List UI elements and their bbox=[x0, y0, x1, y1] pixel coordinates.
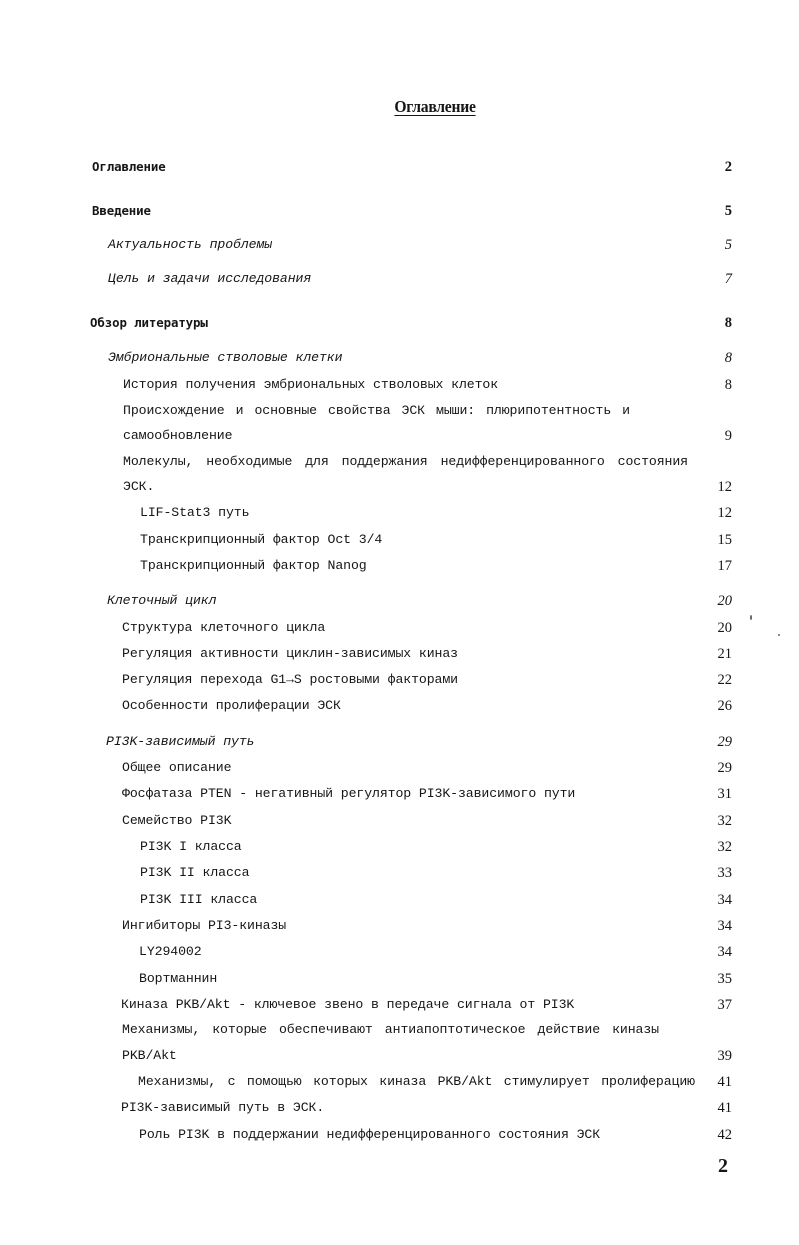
toc-entry-page: 35 bbox=[717, 971, 732, 987]
toc-entry bbox=[107, 593, 216, 609]
toc-entry bbox=[108, 350, 342, 366]
toc-entry-title: LY294002 bbox=[139, 944, 202, 959]
toc-entry-page: 41 bbox=[717, 1074, 732, 1090]
toc-entry-title: самообновление bbox=[123, 428, 233, 443]
toc-entry-title: PI3K II класса bbox=[140, 865, 250, 880]
toc-entry-page: 20 bbox=[717, 593, 732, 609]
toc-entry-title: Механизмы, которые обеспечивают антиапоптотическое действие киназы bbox=[122, 1022, 659, 1037]
toc-entry-title: Вортманнин bbox=[139, 971, 218, 986]
toc-entry-title: Общее описание bbox=[122, 760, 232, 775]
toc-entry-page: 5 bbox=[724, 237, 732, 253]
toc-entry bbox=[123, 428, 232, 444]
toc-entry bbox=[140, 558, 367, 574]
toc-entry-title: Клеточный цикл bbox=[107, 593, 217, 608]
toc-entry-title: Актуальность проблемы bbox=[108, 237, 273, 252]
toc-entry-title: Ингибиторы PI3-киназы bbox=[122, 918, 287, 933]
toc-entry bbox=[122, 786, 575, 802]
toc-entry bbox=[122, 760, 231, 776]
toc-entry-title: PI3K-зависимый путь bbox=[106, 734, 255, 749]
scan-speck bbox=[750, 615, 752, 620]
toc-entry bbox=[122, 813, 231, 829]
toc-entry-page: 39 bbox=[717, 1048, 732, 1064]
toc-entry-page: 2 bbox=[724, 159, 732, 175]
toc-entry-title: PI3K III класса bbox=[140, 892, 258, 907]
toc-entry-page: 20 bbox=[717, 620, 732, 636]
toc-entry-page: 29 bbox=[717, 760, 732, 776]
toc-entry bbox=[123, 377, 498, 393]
toc-entry-title: Особенности пролиферации ЭСК bbox=[122, 698, 341, 713]
toc-entry bbox=[140, 892, 257, 908]
toc-entry bbox=[92, 159, 166, 176]
toc-entry-page: 9 bbox=[724, 428, 732, 444]
toc-entry-title: Оглавление bbox=[92, 159, 166, 174]
toc-entry bbox=[90, 315, 208, 332]
toc-entry bbox=[123, 479, 154, 495]
toc-entry-page: 31 bbox=[717, 786, 732, 802]
toc-entry bbox=[122, 646, 458, 662]
toc-entry-title: Семейство PI3K bbox=[122, 813, 232, 828]
toc-entry-page: 34 bbox=[717, 892, 732, 908]
toc-entry bbox=[122, 620, 325, 636]
toc-entry bbox=[106, 734, 254, 750]
toc-entry bbox=[140, 532, 382, 548]
toc-entry bbox=[122, 1022, 659, 1038]
toc-entry bbox=[92, 203, 151, 220]
toc-entry bbox=[121, 1100, 324, 1116]
page-number: 2 bbox=[718, 1155, 728, 1177]
toc-entry-page: 22 bbox=[717, 672, 732, 688]
toc-entry bbox=[139, 1127, 600, 1143]
toc-entry-title: Механизмы, с помощью которых киназа PKB/Akt стимулирует пролиферацию bbox=[138, 1074, 695, 1089]
toc-entry-page: 32 bbox=[717, 813, 732, 829]
toc-entry bbox=[140, 505, 249, 521]
toc-entry-title: Молекулы, необходимые для поддержания недифференцированного состояния bbox=[123, 454, 688, 469]
page-title: Оглавление bbox=[394, 97, 476, 116]
toc-entry-title: Введение bbox=[92, 203, 151, 218]
toc-entry bbox=[138, 1074, 695, 1090]
toc-entry bbox=[108, 237, 272, 253]
toc-entry-title: История получения эмбриональных стволовых клеток bbox=[123, 377, 499, 392]
toc-entry-page: 12 bbox=[717, 479, 732, 495]
toc-entry-title: PKB/Akt bbox=[122, 1048, 177, 1063]
toc-entry-title: Роль PI3K в поддержании недифференцированного состояния ЭСК bbox=[139, 1127, 601, 1142]
toc-entry bbox=[139, 944, 202, 960]
toc-entry bbox=[122, 672, 458, 688]
toc-entry-title: Транскрипционный фактор Oct 3/4 bbox=[140, 532, 383, 547]
toc-entry-page: 5 bbox=[724, 203, 732, 219]
toc-entry-title: Структура клеточного цикла bbox=[122, 620, 326, 635]
toc-entry-title: PI3K I класса bbox=[140, 839, 242, 854]
toc-entry bbox=[123, 454, 688, 470]
toc-entry-page: 26 bbox=[717, 698, 732, 714]
toc-entry-page: 37 bbox=[717, 997, 732, 1013]
toc-entry-title: Регуляция перехода G1→S ростовыми факторами bbox=[122, 672, 458, 687]
toc-entry-page: 42 bbox=[717, 1127, 732, 1143]
toc-entry-page: 8 bbox=[724, 377, 732, 393]
toc-entry-title: Цель и задачи исследования bbox=[108, 271, 312, 286]
toc-entry bbox=[121, 997, 574, 1013]
scan-speck bbox=[778, 634, 780, 636]
toc-entry-page: 29 bbox=[717, 734, 732, 750]
toc-entry-title: Фосфатаза PTEN - негативный регулятор PI3K-зависимого пути bbox=[122, 786, 576, 801]
toc-entry-title: ЭСК. bbox=[123, 479, 155, 494]
toc-entry-page: 34 bbox=[717, 918, 732, 934]
toc-entry-title: PI3K-зависимый путь в ЭСК. bbox=[121, 1100, 325, 1115]
toc-entry bbox=[108, 271, 311, 287]
toc-entry-page: 15 bbox=[717, 532, 732, 548]
toc-entry bbox=[122, 918, 286, 934]
toc-entry bbox=[122, 1048, 177, 1064]
toc-entry-title: Обзор литературы bbox=[90, 315, 208, 330]
toc-entry-title: Эмбриональные стволовые клетки bbox=[108, 350, 343, 365]
toc-entry-page: 12 bbox=[717, 505, 732, 521]
toc-entry-title: Киназа PKB/Akt - ключевое звено в передаче сигнала от PI3K bbox=[121, 997, 575, 1012]
toc-entry-page: 8 bbox=[724, 315, 732, 331]
toc-entry-page: 21 bbox=[717, 646, 732, 662]
toc-entry-page: 41 bbox=[717, 1100, 732, 1116]
toc-entry bbox=[140, 865, 249, 881]
toc-entry bbox=[139, 971, 217, 987]
toc-entry-page: 17 bbox=[717, 558, 732, 574]
toc-entry-title: Происхождение и основные свойства ЭСК мыши: плюрипотентность и bbox=[123, 403, 630, 418]
toc-entry bbox=[122, 698, 341, 714]
toc-entry-page: 32 bbox=[717, 839, 732, 855]
toc-entry-page: 8 bbox=[724, 350, 732, 366]
toc-entry-title: Регуляция активности циклин-зависимых киназ bbox=[122, 646, 458, 661]
toc-entry-page: 34 bbox=[717, 944, 732, 960]
toc-entry-title: Транскрипционный фактор Nanog bbox=[140, 558, 367, 573]
toc-entry-title: LIF-Stat3 путь bbox=[140, 505, 250, 520]
toc-entry-page: 33 bbox=[717, 865, 732, 881]
toc-entry bbox=[123, 403, 630, 419]
toc-entry-page: 7 bbox=[724, 271, 732, 287]
toc-entry bbox=[140, 839, 242, 855]
